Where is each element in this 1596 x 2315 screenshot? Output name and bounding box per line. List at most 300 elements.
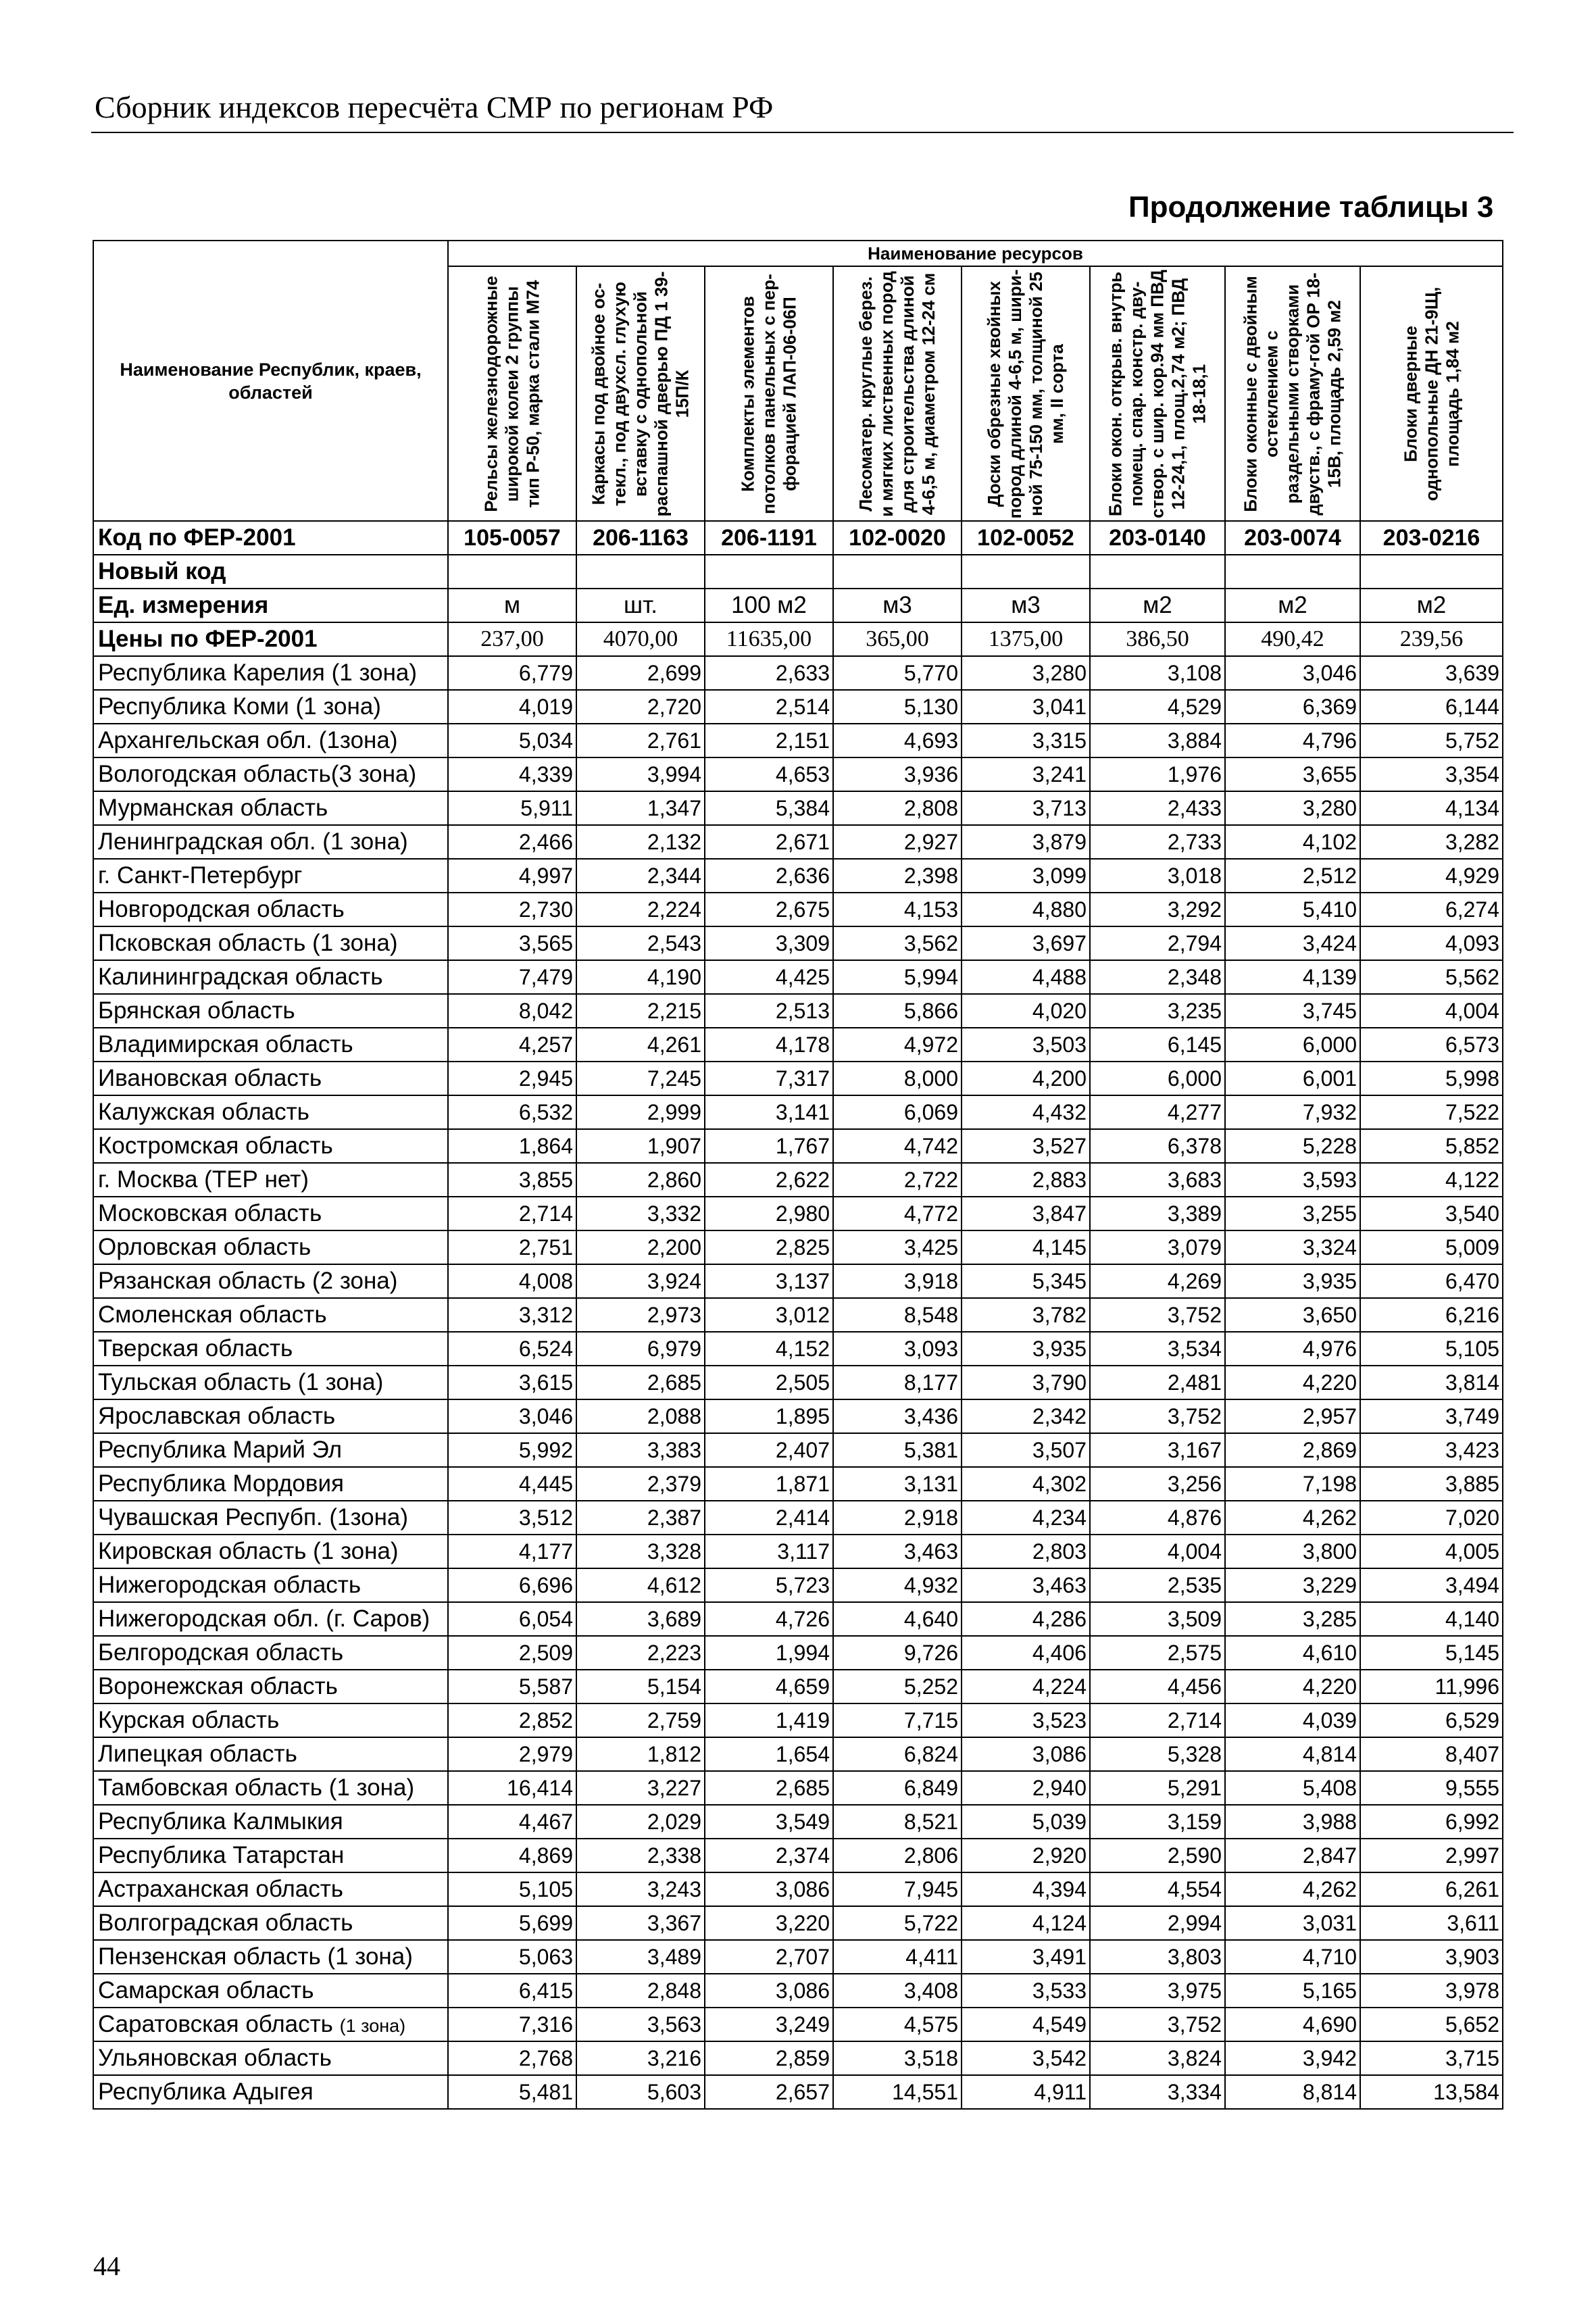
region-name: Республика Мордовия xyxy=(98,1470,344,1497)
index-value-cell: 4,710 xyxy=(1225,1940,1360,1974)
index-value-cell: 2,414 xyxy=(705,1501,833,1535)
index-value-cell: 2,980 xyxy=(705,1197,833,1230)
index-value-cell: 3,141 xyxy=(705,1095,833,1129)
region-name-cell xyxy=(93,926,448,960)
index-value-cell: 2,481 xyxy=(1090,1366,1225,1399)
region-name: Ульяновская область xyxy=(98,2045,332,2071)
table-row xyxy=(93,1940,1503,1974)
index-value-cell: 5,481 xyxy=(448,2075,576,2109)
index-value-cell: 2,847 xyxy=(1225,1839,1360,1872)
index-value-cell: 3,884 xyxy=(1090,724,1225,757)
region-name: Кировская область (1 зона) xyxy=(98,1538,399,1564)
region-name-cell xyxy=(93,2041,448,2075)
region-name: Республика Калмыкия xyxy=(98,1808,343,1835)
table-row xyxy=(93,1332,1503,1366)
index-value-cell: 2,535 xyxy=(1090,1568,1225,1602)
index-value-cell: 6,054 xyxy=(448,1602,576,1636)
index-value-cell: 6,144 xyxy=(1360,690,1503,724)
region-rows xyxy=(93,656,1503,2109)
index-value-cell: 4,140 xyxy=(1360,1602,1503,1636)
index-value-cell: 3,315 xyxy=(962,724,1090,757)
index-value-cell: 3,611 xyxy=(1360,1906,1503,1940)
index-value-cell: 2,671 xyxy=(705,825,833,859)
index-value-cell: 6,529 xyxy=(1360,1703,1503,1737)
index-value-cell: 3,803 xyxy=(1090,1940,1225,1974)
index-value-cell: 2,994 xyxy=(1090,1906,1225,1940)
region-name: Республика Марий Эл xyxy=(98,1437,343,1463)
region-name-cell xyxy=(93,1906,448,1940)
index-value-cell: 5,381 xyxy=(833,1433,962,1467)
region-name: Владимирская область xyxy=(98,1031,353,1057)
region-name: Рязанская область (2 зона) xyxy=(98,1268,398,1294)
region-name: Брянская область xyxy=(98,997,295,1024)
index-value-cell: 2,720 xyxy=(576,690,705,724)
index-value-cell: 6,000 xyxy=(1225,1028,1360,1062)
resource-header: Комплекты элементов потолков панельных с пер-форацией ЛАП-06-06П xyxy=(705,266,833,521)
region-name-cell xyxy=(93,1636,448,1670)
index-value-cell: 3,749 xyxy=(1360,1399,1503,1433)
index-value-cell: 2,808 xyxy=(833,791,962,825)
index-value-cell: 2,433 xyxy=(1090,791,1225,825)
price-cell: 1375,00 xyxy=(962,622,1090,656)
index-value-cell: 4,093 xyxy=(1360,926,1503,960)
index-value-cell: 3,847 xyxy=(962,1197,1090,1230)
index-value-cell: 9,555 xyxy=(1360,1771,1503,1805)
table-row xyxy=(93,1467,1503,1501)
index-value-cell: 2,825 xyxy=(705,1230,833,1264)
index-value-cell: 8,042 xyxy=(448,994,576,1028)
new-code-cell xyxy=(1225,555,1360,589)
index-value-cell: 8,177 xyxy=(833,1366,962,1399)
index-value-cell: 2,374 xyxy=(705,1839,833,1872)
index-value-cell: 2,657 xyxy=(705,2075,833,2109)
code-cell: 206-1163 xyxy=(576,521,705,555)
index-value-cell: 2,509 xyxy=(448,1636,576,1670)
region-name-cell xyxy=(93,656,448,690)
index-value-cell: 2,859 xyxy=(705,2041,833,2075)
index-value-cell: 3,565 xyxy=(448,926,576,960)
region-name-cell xyxy=(93,791,448,825)
index-value-cell: 1,871 xyxy=(705,1467,833,1501)
resource-header: Каркасы под двойное ос-текл., под двухсл. глухую вставку с однопольной распашной дверью ПД 1 39-15П/К xyxy=(576,266,705,521)
index-value-cell: 7,479 xyxy=(448,960,576,994)
index-value-cell: 3,389 xyxy=(1090,1197,1225,1230)
index-value-cell: 3,790 xyxy=(962,1366,1090,1399)
index-value-cell: 3,367 xyxy=(576,1906,705,1940)
index-value-cell: 3,782 xyxy=(962,1298,1090,1332)
table-row xyxy=(93,1264,1503,1298)
index-value-cell: 5,105 xyxy=(448,1872,576,1906)
index-value-cell: 5,130 xyxy=(833,690,962,724)
table-row xyxy=(93,2041,1503,2075)
index-value-cell: 3,436 xyxy=(833,1399,962,1433)
table-row xyxy=(93,2008,1503,2041)
index-value-cell: 2,200 xyxy=(576,1230,705,1264)
index-value-cell: 3,332 xyxy=(576,1197,705,1230)
code-cell: 206-1191 xyxy=(705,521,833,555)
index-value-cell: 3,494 xyxy=(1360,1568,1503,1602)
table-row xyxy=(93,960,1503,994)
index-value-cell: 7,245 xyxy=(576,1062,705,1095)
resource-header: Блоки оконные с двойным остеклением с раздельными створками двуств., с фраму-гой ОР 18-15В, площадь 2,59 м2 xyxy=(1225,266,1360,521)
index-value-cell: 3,018 xyxy=(1090,859,1225,893)
index-value-cell: 4,814 xyxy=(1225,1737,1360,1771)
index-value-cell: 2,883 xyxy=(962,1163,1090,1197)
index-value-cell: 4,394 xyxy=(962,1872,1090,1906)
index-value-cell: 2,869 xyxy=(1225,1433,1360,1467)
table-row xyxy=(93,1771,1503,1805)
region-name: Республика Карелия (1 зона) xyxy=(98,659,418,686)
table-row xyxy=(93,1602,1503,1636)
index-value-cell: 3,423 xyxy=(1360,1433,1503,1467)
index-value-cell: 4,929 xyxy=(1360,859,1503,893)
index-value-cell: 5,145 xyxy=(1360,1636,1503,1670)
region-column-header: Наименование Республик, краев, областей xyxy=(93,241,448,521)
index-value-cell: 6,274 xyxy=(1360,893,1503,926)
region-name-cell xyxy=(93,757,448,791)
region-name: Костромская область xyxy=(98,1132,333,1159)
index-value-cell: 2,714 xyxy=(1090,1703,1225,1737)
index-value-cell: 2,151 xyxy=(705,724,833,757)
index-value-cell: 4,234 xyxy=(962,1501,1090,1535)
region-name: Волгоградская область xyxy=(98,1910,353,1936)
index-value-cell: 2,768 xyxy=(448,2041,576,2075)
table-row xyxy=(93,1703,1503,1737)
index-value-cell: 5,410 xyxy=(1225,893,1360,926)
index-value-cell: 4,220 xyxy=(1225,1366,1360,1399)
regional-index-table xyxy=(93,240,1503,2110)
index-value-cell: 2,590 xyxy=(1090,1839,1225,1872)
index-value-cell: 6,849 xyxy=(833,1771,962,1805)
index-value-cell: 2,997 xyxy=(1360,1839,1503,1872)
index-value-cell: 5,852 xyxy=(1360,1129,1503,1163)
index-value-cell: 2,722 xyxy=(833,1163,962,1197)
region-name: Ленинградская обл. (1 зона) xyxy=(98,828,408,855)
index-value-cell: 4,134 xyxy=(1360,791,1503,825)
index-value-cell: 4,690 xyxy=(1225,2008,1360,2041)
region-name: Мурманская область xyxy=(98,795,328,821)
code-row-label: Код по ФЕР-2001 xyxy=(93,521,448,555)
index-value-cell: 3,713 xyxy=(962,791,1090,825)
code-row xyxy=(93,521,1503,555)
index-value-cell: 6,378 xyxy=(1090,1129,1225,1163)
index-value-cell: 3,563 xyxy=(576,2008,705,2041)
index-value-cell: 14,551 xyxy=(833,2075,962,2109)
index-value-cell: 3,086 xyxy=(962,1737,1090,1771)
index-value-cell: 4,411 xyxy=(833,1940,962,1974)
table-row xyxy=(93,1805,1503,1839)
index-value-cell: 4,796 xyxy=(1225,724,1360,757)
region-name: Новгородская область xyxy=(98,896,345,922)
index-value-cell: 3,942 xyxy=(1225,2041,1360,2075)
index-value-cell: 3,503 xyxy=(962,1028,1090,1062)
region-name-cell xyxy=(93,1298,448,1332)
index-value-cell: 5,562 xyxy=(1360,960,1503,994)
index-value-cell: 3,229 xyxy=(1225,1568,1360,1602)
region-name: Самарская область xyxy=(98,1977,314,2003)
index-value-cell: 3,593 xyxy=(1225,1163,1360,1197)
index-value-cell: 2,215 xyxy=(576,994,705,1028)
region-name: Московская область xyxy=(98,1200,322,1226)
table-row xyxy=(93,757,1503,791)
index-value-cell: 3,978 xyxy=(1360,1974,1503,2008)
price-cell: 4070,00 xyxy=(576,622,705,656)
index-value-cell: 2,685 xyxy=(576,1366,705,1399)
index-value-cell: 8,521 xyxy=(833,1805,962,1839)
index-value-cell: 4,008 xyxy=(448,1264,576,1298)
index-value-cell: 3,523 xyxy=(962,1703,1090,1737)
unit-cell: м2 xyxy=(1090,589,1225,622)
region-name: Республика Татарстан xyxy=(98,1842,345,1868)
index-value-cell: 3,924 xyxy=(576,1264,705,1298)
code-cell: 102-0052 xyxy=(962,521,1090,555)
index-value-cell: 3,542 xyxy=(962,2041,1090,2075)
table-row xyxy=(93,825,1503,859)
index-value-cell: 4,640 xyxy=(833,1602,962,1636)
index-value-cell: 1,895 xyxy=(705,1399,833,1433)
table-row xyxy=(93,656,1503,690)
index-value-cell: 4,575 xyxy=(833,2008,962,2041)
index-value-cell: 16,414 xyxy=(448,1771,576,1805)
region-name-cell xyxy=(93,2008,448,2041)
index-value-cell: 8,814 xyxy=(1225,2075,1360,2109)
index-value-cell: 3,280 xyxy=(1225,791,1360,825)
index-value-cell: 3,137 xyxy=(705,1264,833,1298)
index-value-cell: 3,885 xyxy=(1360,1467,1503,1501)
region-name: г. Москва (ТЕР нет) xyxy=(98,1166,309,1193)
index-value-cell: 4,004 xyxy=(1090,1535,1225,1568)
resource-header: Доски обрезные хвойных пород длиной 4-6,5 м, шири-ной 75-150 мм, толщиной 25 мм, II сорта xyxy=(962,266,1090,521)
code-cell: 203-0140 xyxy=(1090,521,1225,555)
table-row xyxy=(93,1230,1503,1264)
index-value-cell: 7,715 xyxy=(833,1703,962,1737)
index-value-cell: 4,178 xyxy=(705,1028,833,1062)
index-value-cell: 8,000 xyxy=(833,1062,962,1095)
index-value-cell: 2,973 xyxy=(576,1298,705,1332)
region-name-cell xyxy=(93,1399,448,1433)
index-value-cell: 3,988 xyxy=(1225,1805,1360,1839)
price-cell: 386,50 xyxy=(1090,622,1225,656)
index-value-cell: 3,117 xyxy=(705,1535,833,1568)
region-name-cell xyxy=(93,1095,448,1129)
resource-header: Блоки окон. открыв. внутрь помещ. спар. констр. дву-створ. с шир. кор.94 мм ПВД 12-24,1, площ.2,74 м2; ПВД 18-18,1 xyxy=(1090,266,1225,521)
index-value-cell: 2,513 xyxy=(705,994,833,1028)
index-value-cell: 5,994 xyxy=(833,960,962,994)
index-value-cell: 7,522 xyxy=(1360,1095,1503,1129)
index-value-cell: 2,348 xyxy=(1090,960,1225,994)
table-row xyxy=(93,994,1503,1028)
index-value-cell: 3,463 xyxy=(833,1535,962,1568)
index-value-cell: 4,612 xyxy=(576,1568,705,1602)
index-value-cell: 3,935 xyxy=(962,1332,1090,1366)
region-name-cell xyxy=(93,724,448,757)
index-value-cell: 4,976 xyxy=(1225,1332,1360,1366)
index-value-cell: 7,945 xyxy=(833,1872,962,1906)
table-row xyxy=(93,893,1503,926)
index-value-cell: 4,932 xyxy=(833,1568,962,1602)
index-value-cell: 2,940 xyxy=(962,1771,1090,1805)
index-value-cell: 3,046 xyxy=(448,1399,576,1433)
index-value-cell: 7,198 xyxy=(1225,1467,1360,1501)
index-value-cell: 1,864 xyxy=(448,1129,576,1163)
index-value-cell: 5,752 xyxy=(1360,724,1503,757)
index-value-cell: 1,907 xyxy=(576,1129,705,1163)
index-value-cell: 6,069 xyxy=(833,1095,962,1129)
header-divider xyxy=(91,132,1514,133)
index-value-cell: 2,543 xyxy=(576,926,705,960)
region-name-cell xyxy=(93,1602,448,1636)
index-value-cell: 5,154 xyxy=(576,1670,705,1703)
index-value-cell: 4,122 xyxy=(1360,1163,1503,1197)
page-header-title: Сборник индексов пересчёта СМР по регионам РФ xyxy=(95,90,774,124)
index-value-cell: 2,699 xyxy=(576,656,705,690)
index-value-cell: 3,752 xyxy=(1090,1298,1225,1332)
index-value-cell: 3,994 xyxy=(576,757,705,791)
region-name: Ивановская область xyxy=(98,1065,322,1091)
new-code-cell xyxy=(448,555,576,589)
index-value-cell: 4,445 xyxy=(448,1467,576,1501)
region-name: Тверская область xyxy=(98,1335,293,1362)
index-value-cell: 4,406 xyxy=(962,1636,1090,1670)
index-value-cell: 3,041 xyxy=(962,690,1090,724)
new-code-row-label: Новый код xyxy=(93,555,448,589)
region-name-cell xyxy=(93,893,448,926)
region-name: Астраханская область xyxy=(98,1876,344,1902)
index-value-cell: 4,257 xyxy=(448,1028,576,1062)
price-cell: 239,56 xyxy=(1360,622,1503,656)
region-name: Воронежская область xyxy=(98,1673,338,1699)
index-value-cell: 2,407 xyxy=(705,1433,833,1467)
region-name-cell xyxy=(93,1872,448,1906)
index-value-cell: 5,252 xyxy=(833,1670,962,1703)
new-code-cell xyxy=(1090,555,1225,589)
index-value-cell: 5,699 xyxy=(448,1906,576,1940)
index-value-cell: 3,216 xyxy=(576,2041,705,2075)
index-value-cell: 3,935 xyxy=(1225,1264,1360,1298)
index-value-cell: 2,512 xyxy=(1225,859,1360,893)
index-value-cell: 5,328 xyxy=(1090,1737,1225,1771)
index-value-cell: 3,975 xyxy=(1090,1974,1225,2008)
index-value-cell: 6,145 xyxy=(1090,1028,1225,1062)
index-value-cell: 3,824 xyxy=(1090,2041,1225,2075)
index-value-cell: 4,124 xyxy=(962,1906,1090,1940)
index-value-cell: 4,549 xyxy=(962,2008,1090,2041)
page-number: 44 xyxy=(93,2251,120,2281)
index-value-cell: 3,408 xyxy=(833,1974,962,2008)
index-value-cell: 4,139 xyxy=(1225,960,1360,994)
index-value-cell: 3,108 xyxy=(1090,656,1225,690)
index-value-cell: 3,689 xyxy=(576,1602,705,1636)
index-value-cell: 2,575 xyxy=(1090,1636,1225,1670)
index-value-cell: 3,243 xyxy=(576,1872,705,1906)
index-value-cell: 4,772 xyxy=(833,1197,962,1230)
index-value-cell: 3,425 xyxy=(833,1230,962,1264)
code-cell: 102-0020 xyxy=(833,521,962,555)
index-value-cell: 4,302 xyxy=(962,1467,1090,1501)
index-value-cell: 5,603 xyxy=(576,2075,705,2109)
code-cell: 105-0057 xyxy=(448,521,576,555)
index-value-cell: 2,759 xyxy=(576,1703,705,1737)
index-value-cell: 1,976 xyxy=(1090,757,1225,791)
index-value-cell: 3,012 xyxy=(705,1298,833,1332)
table-row xyxy=(93,1839,1503,1872)
index-value-cell: 6,992 xyxy=(1360,1805,1503,1839)
region-name-cell xyxy=(93,1501,448,1535)
region-name: Архангельская обл. (1зона) xyxy=(98,727,398,753)
region-name-cell xyxy=(93,1197,448,1230)
new-code-row xyxy=(93,555,1503,589)
region-name: Ярославская область xyxy=(98,1403,336,1429)
index-value-cell: 2,088 xyxy=(576,1399,705,1433)
index-value-cell: 3,079 xyxy=(1090,1230,1225,1264)
index-value-cell: 6,979 xyxy=(576,1332,705,1366)
index-value-cell: 7,316 xyxy=(448,2008,576,2041)
index-value-cell: 4,529 xyxy=(1090,690,1225,724)
index-value-cell: 5,228 xyxy=(1225,1129,1360,1163)
region-name-cell xyxy=(93,690,448,724)
index-value-cell: 4,039 xyxy=(1225,1703,1360,1737)
index-value-cell: 2,685 xyxy=(705,1771,833,1805)
table-row xyxy=(93,1568,1503,1602)
index-value-cell: 6,696 xyxy=(448,1568,576,1602)
region-name: Республика Коми (1 зона) xyxy=(98,693,381,720)
index-value-cell: 3,491 xyxy=(962,1940,1090,1974)
index-value-cell: 3,540 xyxy=(1360,1197,1503,1230)
index-value-cell: 2,514 xyxy=(705,690,833,724)
index-value-cell: 1,994 xyxy=(705,1636,833,1670)
index-value-cell: 5,034 xyxy=(448,724,576,757)
index-value-cell: 2,803 xyxy=(962,1535,1090,1568)
region-name-cell xyxy=(93,859,448,893)
region-name-cell xyxy=(93,1230,448,1264)
index-value-cell: 6,824 xyxy=(833,1737,962,1771)
index-value-cell: 3,918 xyxy=(833,1264,962,1298)
index-value-cell: 3,324 xyxy=(1225,1230,1360,1264)
index-value-cell: 4,005 xyxy=(1360,1535,1503,1568)
index-value-cell: 3,241 xyxy=(962,757,1090,791)
region-name-cell xyxy=(93,1805,448,1839)
index-value-cell: 1,767 xyxy=(705,1129,833,1163)
index-value-cell: 3,334 xyxy=(1090,2075,1225,2109)
index-value-cell: 2,466 xyxy=(448,825,576,859)
region-note: (1 зона) xyxy=(339,2016,406,2036)
index-value-cell: 4,726 xyxy=(705,1602,833,1636)
table-row xyxy=(93,1399,1503,1433)
index-value-cell: 4,488 xyxy=(962,960,1090,994)
table-row xyxy=(93,1872,1503,1906)
index-value-cell: 2,794 xyxy=(1090,926,1225,960)
region-name: Курская область xyxy=(98,1707,280,1733)
region-name-cell xyxy=(93,960,448,994)
price-cell: 365,00 xyxy=(833,622,962,656)
table-row xyxy=(93,1062,1503,1095)
region-name-cell xyxy=(93,1771,448,1805)
index-value-cell: 3,639 xyxy=(1360,656,1503,690)
unit-cell: м3 xyxy=(833,589,962,622)
index-value-cell: 3,312 xyxy=(448,1298,576,1332)
index-value-cell: 3,655 xyxy=(1225,757,1360,791)
region-name-cell xyxy=(93,1433,448,1467)
price-cell: 11635,00 xyxy=(705,622,833,656)
index-value-cell: 3,683 xyxy=(1090,1163,1225,1197)
table-row xyxy=(93,1670,1503,1703)
region-name-cell xyxy=(93,1028,448,1062)
index-value-cell: 5,770 xyxy=(833,656,962,690)
index-value-cell: 4,880 xyxy=(962,893,1090,926)
table-row xyxy=(93,859,1503,893)
index-value-cell: 3,507 xyxy=(962,1433,1090,1467)
table-row xyxy=(93,1298,1503,1332)
